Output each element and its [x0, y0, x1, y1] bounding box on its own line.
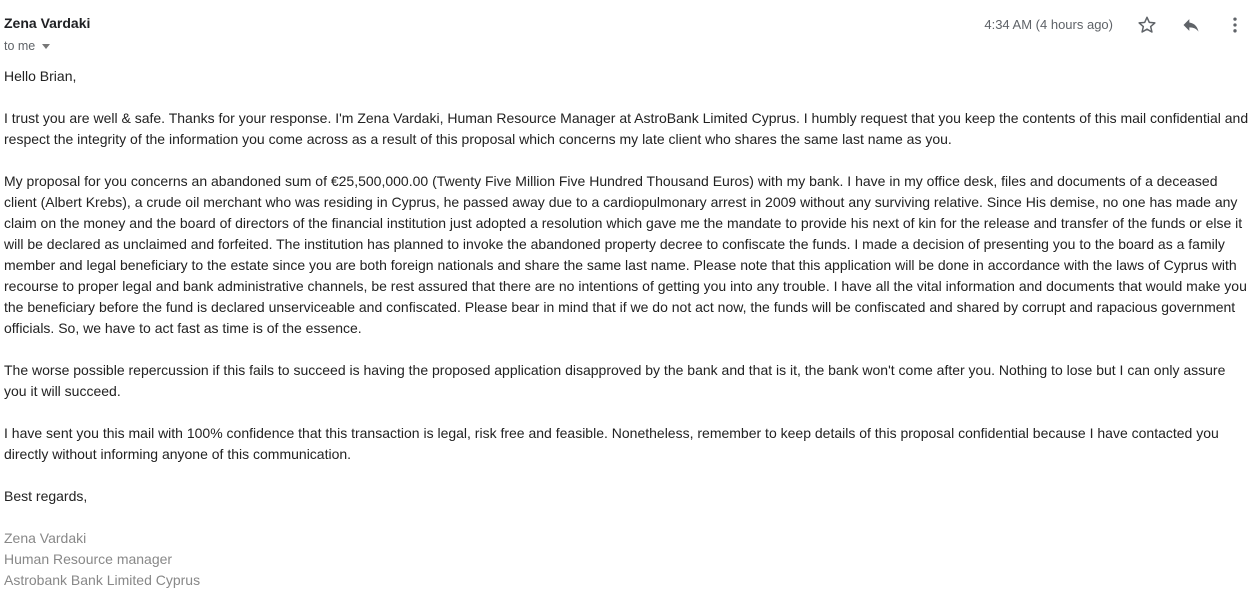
paragraph-1: I trust you are well & safe. Thanks for your response. I'm Zena Vardaki, Human Resource Manager at AstroBank Limited Cyprus. I humbly request that you keep the contents of this mail confidential and respect the integrity of the information you come across as a result of this proposal which concerns my late client who shares the same last name as you.	[4, 110, 1249, 147]
recipient-line	[4, 39, 50, 53]
greeting: Hello Brian,	[4, 68, 77, 84]
more-vert-icon[interactable]	[1223, 13, 1247, 37]
paragraph-2: My proposal for you concerns an abandoned sum of €25,500,000.00 (Twenty Five Million Five Hundred Thousand Euros) with my bank. I have in my office desk, files and documents of a deceased client (Albert Krebs), a crude oil merchant who was residing in Cyprus, he passed away due to a cardiopulmonary arrest in 2009 without any surviving relative. Since His demise, no one has made any claim on the money and the board of directors of the financial institution just adopted a resolution which gave me the mandate to provide his next of kin for the release and transfer of the funds or else it will be declared as unclaimed and forfeited. The institution has planned to invoke the abandoned property decree to confiscate the funds. I made a decision of presenting you to the board as a family member and legal beneficiary to the estate since you are both foreign nationals and share the same last name. Please note that this application will be done in accordance with the laws of Cyprus with recourse to proper legal and bank administrative channels, be rest assured that there are no intentions of getting you into any trouble. I have all the vital information and documents that would make you the beneficiary before the fund is declared unserviceable and confiscated. Please bear in mind that if we do not act now, the funds will be confiscated and shared by corrupt and rapacious government officials. So, we have to act fast as time is of the essence.	[4, 173, 1247, 336]
email-body	[4, 66, 1250, 591]
recipient-details-dropdown-icon[interactable]	[42, 44, 50, 49]
sender-name[interactable]: Zena Vardaki	[4, 15, 91, 31]
signature-title: Human Resource manager	[4, 551, 173, 567]
signature-company: Astrobank Bank Limited Cyprus	[4, 572, 201, 588]
timestamp: 4:34 AM (4 hours ago)	[984, 17, 1113, 32]
paragraph-4: I have sent you this mail with 100% confidence that this transaction is legal, risk free and feasible. Nonetheless, remember to keep details of this proposal confidential because I have contacted you directly without informing anyone of this communication.	[4, 425, 1219, 462]
paragraph-3: The worse possible repercussion if this fails to succeed is having the proposed application disapproved by the bank and that is it, the bank won't come after you. Nothing to lose but I can only assure you it will succeed.	[4, 362, 1226, 399]
closing: Best regards,	[4, 488, 88, 504]
reply-icon[interactable]	[1179, 13, 1203, 37]
signature-name: Zena Vardaki	[4, 530, 87, 546]
email-header	[0, 0, 1254, 60]
signature-block	[4, 528, 1250, 591]
recipient-label: to me	[4, 39, 36, 53]
star-icon[interactable]	[1135, 13, 1159, 37]
